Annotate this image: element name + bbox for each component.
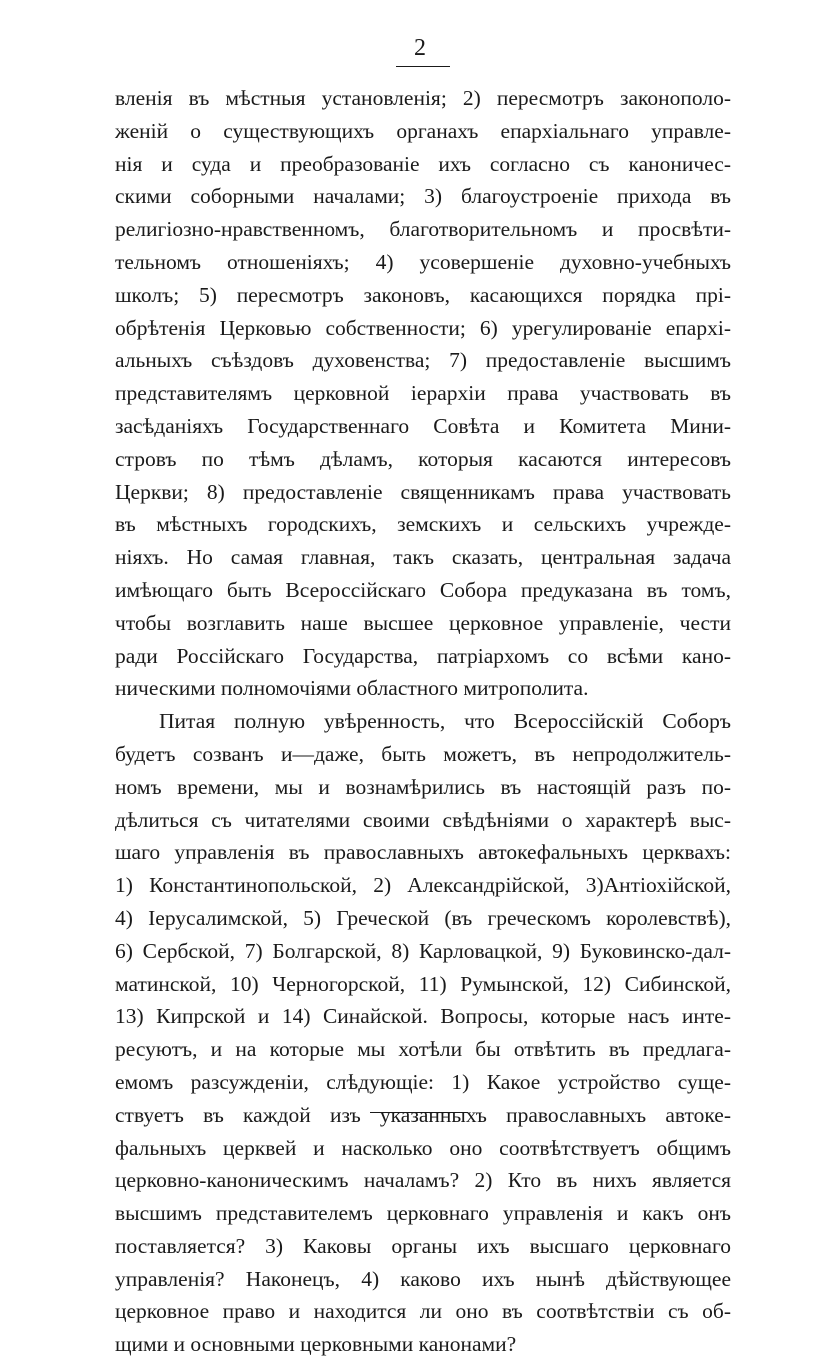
text-line: ресуютъ, и на которые мы хотѣли бы отвѣтить въ предлага- <box>115 1037 731 1062</box>
text-line: ствуетъ въ каждой изъ указанныхъ православныхъ автоке- <box>115 1102 731 1127</box>
text-line: управленія? Наконецъ, 4) каково ихъ нынѣ дѣйствующее <box>115 1266 731 1291</box>
text-line: ніяхъ. Но самая главная, такъ сказать, центральная задача <box>115 545 731 570</box>
text-line: церковное право и находится ли оно въ соотвѣтствіи съ об- <box>115 1299 731 1324</box>
text-line: альныхъ съѣздовъ духовенства; 7) предоставленіе высшимъ <box>115 348 731 373</box>
body-text <box>115 82 731 1361</box>
text-line: церковно-каноническимъ началамъ? 2) Кто въ нихъ является <box>115 1168 731 1193</box>
text-line: шаго управленія въ православныхъ автокефальныхъ церквахъ: <box>115 840 731 865</box>
text-line: чтобы возглавить наше высшее церковное управленіе, чести <box>115 610 731 635</box>
text-line: обрѣтенія Церковью собственности; 6) урегулированіе епархі- <box>115 315 731 340</box>
paragraph-1 <box>115 82 731 705</box>
text-line: тельномъ отношеніяхъ; 4) усовершеніе духовно-учебныхъ <box>115 249 731 274</box>
text-line: имѣющаго быть Всероссійскаго Собора предуказана въ томъ, <box>115 577 731 602</box>
text-line: 13) Кипрской и 14) Синайской. Вопросы, которые насъ инте- <box>115 1004 731 1029</box>
text-line: Церкви; 8) предоставленіе священникамъ права участвовать <box>115 479 731 504</box>
text-line: поставляется? 3) Каковы органы ихъ высшаго церковнаго <box>115 1233 731 1258</box>
text-line: 1) Константинопольской, 2) Александрійской, 3)Антіохійской, <box>115 873 731 898</box>
paragraph-2 <box>115 705 731 1361</box>
text-line: скими соборными началами; 3) благоустроеніе прихода въ <box>115 184 731 209</box>
text-line: религіозно-нравственномъ, благотворительномъ и просвѣти- <box>115 217 731 242</box>
text-line: нія и суда и преобразованіе ихъ согласно съ каноничес- <box>115 151 731 176</box>
text-line: ради Россійскаго Государства, патріархомъ со всѣми кано- <box>115 643 731 668</box>
text-line: представителямъ церковной іерархіи права участвовать въ <box>115 381 731 406</box>
text-line: 4) Іерусалимской, 5) Греческой (въ греческомъ королевствѣ), <box>115 905 731 930</box>
text-line: въ мѣстныхъ городскихъ, земскихъ и сельскихъ учрежде- <box>115 512 731 537</box>
text-line: номъ времени, мы и вознамѣрились въ настоящій разъ по- <box>115 774 731 799</box>
text-line: 6) Сербской, 7) Болгарской, 8) Карловацкой, 9) Буковинско-дал- <box>115 938 731 963</box>
text-line: емомъ разсужденіи, слѣдующіе: 1) Какое устройство суще- <box>115 1069 731 1094</box>
text-line: щими и основными церковными канонами? <box>115 1332 517 1357</box>
page-number-underline <box>396 66 450 67</box>
text-line: матинской, 10) Черногорской, 11) Румынской, 12) Сибинской, <box>115 971 731 996</box>
text-line: будетъ созванъ и—даже, быть можетъ, въ непродолжитель- <box>115 741 731 766</box>
text-line: школъ; 5) пересмотръ законовъ, касающихся порядка прі- <box>115 282 731 307</box>
text-line: дѣлиться съ читателями своими свѣдѣніями о характерѣ выс- <box>115 807 731 832</box>
text-line: вленія въ мѣстныя установленія; 2) пересмотръ законополо- <box>115 86 731 110</box>
text-line: фальныхъ церквей и насколько оно соотвѣтствуетъ общимъ <box>115 1135 731 1160</box>
text-line: ническими полномочіями областного митрополита. <box>115 676 589 701</box>
text-line: стровъ по тѣмъ дѣламъ, которыя касаются интересовъ <box>115 446 731 471</box>
text-line: засѣданіяхъ Государственнаго Совѣта и Комитета Мини- <box>115 413 731 438</box>
section-end-rule <box>370 1112 468 1113</box>
page-number: 2 <box>414 35 426 61</box>
text-line: женій о существующихъ органахъ епархіальнаго управле- <box>115 118 731 143</box>
text-line: высшимъ представителемъ церковнаго управленія и какъ онъ <box>115 1201 731 1226</box>
text-line: Питая полную увѣренность, что Всероссійскій Соборъ <box>159 709 731 734</box>
